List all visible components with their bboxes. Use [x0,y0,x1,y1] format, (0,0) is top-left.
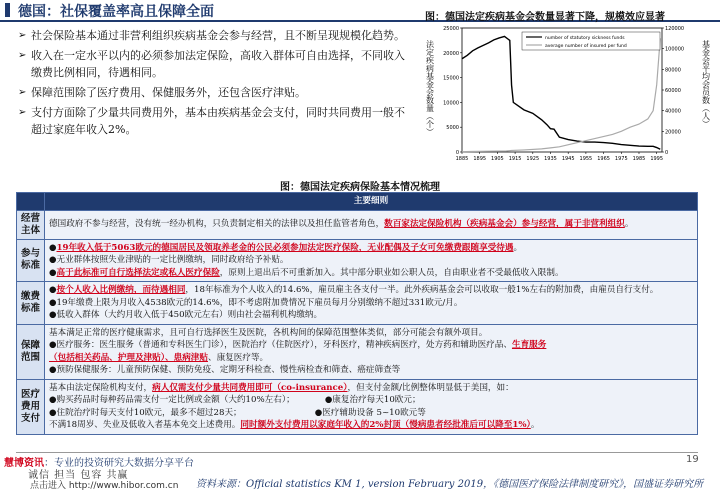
detail-text: ●住院治疗时每天支付10欧元，最多不超过28天； ●医疗辅助设备 5~10欧元等 [49,407,426,418]
row-category: 缴费标准 [17,282,45,325]
row-detail [45,239,698,282]
detail-line [49,419,693,432]
y-left-tick-label: 10000 [443,100,459,107]
row-detail [45,210,698,239]
detail-text: 德国政府不参与经营，没有统一经办机构，只负责制定相关的法律以及担任监管者角色， [49,219,385,230]
highlight-text: 高于此标准可自行选择法定或私人医疗保险 [56,267,220,278]
table-title: 图：德国法定疾病保险基本情况梳理 [280,182,440,193]
sickness-funds-chart [420,22,716,170]
row-detail [45,379,698,434]
bullet-text: 收入在一定水平以内的必须参加法定保险，高收入群体可自由选择，不同收入缴费比例相同，待遇相同。 [31,49,405,79]
detail-text: ● [49,285,57,295]
detail-text: ●19年缴费上限为月收入4538欧元的14.6%，即不考虑附加费情况下雇员每月分别缴纳不超过331欧元/月。 [49,297,463,308]
detail-line [49,254,693,267]
detail-text: 不满18周岁、失业及低收入者基本免交上述费用。 [49,420,241,430]
y-left-tick-label: 20000 [443,50,459,57]
bullet-item [18,27,410,44]
row-category: 参与标准 [17,239,45,282]
x-tick-label: 1995 [650,156,664,162]
detail-line [49,284,693,297]
y-left-tick-label: 25000 [443,26,459,32]
detail-text: ，原则上退出后不可重新加入。其中部分职业如公职人员，自由职业者不受最低收入限制。 [219,267,564,278]
detail-text: 基本满足正常的医疗健康需求，且可自行选择医生及医院，各机构间的保障范围整体类似，部分可能会有额外项目。 [49,327,488,338]
series-line-avg-insured [462,38,660,151]
detail-line [49,339,693,352]
bullet-text: 支付方面除了少量共同费用外，基本由疾病基金会支付，同时共同费用一般不超过家庭年收入2%。 [31,106,405,136]
detail-text: ● [49,242,57,253]
highlight-text: 病人仅需支付少量共同费用即可（co-insurance） [152,382,348,393]
legend-label-funds: number of statutory sickness funds [545,36,625,41]
footer-motto: 诚信 担当 包容 共赢 [28,470,129,481]
source-note: 资料来源：Official statistics KM 1, version February 2019，《德国医疗保险法律制度研究》，国盛证券研究所 [196,479,704,490]
detail-text: ●低收入群体（大约月收入低于450欧元左右）则由社会福利机构缴纳。 [49,310,323,320]
y-right-tick-label: 120000 [665,26,685,32]
detail-text: 、康复医疗等。 [207,352,269,363]
bullet-item [18,47,410,81]
page-title: 德国：社保覆盖率高且保障全面 [18,4,214,20]
footer-link[interactable]: 点击进入 http://www.hibor.com.cn [30,481,179,491]
detail-text: ，18年标准为个人收入的14.6%，雇员雇主各支付一半。此外疾病基金会可以收取一般1%左右的附加费，由雇员自行支付。 [185,285,659,295]
x-tick-label: 1895 [473,156,487,162]
brand-slogan: ：专业的投资研究大数据分享平台 [44,458,194,469]
bullet-item [18,104,410,138]
detail-text: ●购买药品时每种药品需支付一定比例或金额（大约10%左右）； ●康复治疗每天10欧元； [49,395,421,405]
table-row [17,210,698,239]
bullet-text: 保障范围除了医疗费用、保健服务外，还包含医疗津贴。 [31,86,306,99]
highlight-text: 19年收入低于5063欧元的德国居民及领取养老金的公民必须参加法定医疗保险，无业配偶及子女可免缴费跟随享受待遇 [56,242,514,253]
row-category: 经营主体 [17,210,45,239]
title-marker [5,3,10,17]
x-tick-label: 1975 [614,156,628,162]
detail-line [49,382,693,395]
bullet-text: 社会保险基本通过非营利组织疾病基金会参与经营，且不断呈现规模化趋势。 [31,29,405,42]
detail-line [49,309,693,322]
y-right-tick-label: 80000 [665,67,681,74]
detail-text: ●预防保健服务：儿童预防保健、预防免疫、定期牙科检查、慢性病检查和筛查、癌症筛查等 [49,365,401,375]
highlight-text: 同时额外支付费用以家庭年收入的2%封顶（慢病患者经批准后可以降至1%） [240,420,531,430]
detail-text: 。 [624,219,634,230]
arrow-bullet-icon: ➢ [18,30,27,41]
y-left-tick-label: 15000 [443,75,459,82]
y-right-tick-label: 100000 [665,46,685,53]
row-category: 医疗费用支付 [17,379,45,434]
table-row [17,282,698,325]
arrow-bullet-icon: ➢ [18,87,27,98]
detail-line [49,327,693,340]
x-tick-label: 1905 [491,156,504,162]
y-right-tick-label: 0 [665,150,669,156]
detail-text: ●无业群体按照失业津贴的一定比例缴纳，同时政府给予补贴。 [49,255,289,265]
highlight-text: 按个人收入比例缴纳，而待遇相同 [56,285,186,295]
table-row [17,324,698,379]
detail-line [49,407,693,420]
table-header: 主要细则 [45,193,698,211]
detail-line [49,394,693,407]
detail-line [49,218,693,231]
x-tick-label: 1985 [632,156,646,162]
arrow-bullet-icon: ➢ [18,50,27,61]
detail-text: ●医疗服务：医生服务（普通和专科医生门诊），医院治疗（住院医疗），牙科医疗，精神疾病医疗，处方药和辅助医疗品、 [49,340,512,350]
y-right-tick-label: 60000 [665,88,681,94]
detail-text: ，但支付金额/比例整体明显低于美国，如： [347,382,514,393]
legend-label-avg: average number of insured per fund [545,44,627,49]
row-category: 保障范围 [17,324,45,379]
table-row [17,239,698,282]
bullet-list [18,27,410,141]
row-detail [45,282,698,325]
highlight-text: 生育服务 [511,340,547,350]
y-right-tick-label: 40000 [665,108,681,115]
highlight-text: 数百家法定保险机构（疾病基金会）参与经营，属于非营利组织 [384,219,625,230]
x-tick-label: 1935 [544,156,557,162]
y-left-tick-label: 5000 [446,125,459,132]
series-line-funds [462,36,660,149]
arrow-bullet-icon: ➢ [18,107,27,118]
detail-text: 。 [513,242,523,253]
footer-divider [16,452,698,453]
y-left-tick-label: 0 [455,150,459,156]
highlight-text: （包括相关药品、护理及津贴）、患病津贴 [49,352,208,363]
y-right-axis-label: 基金会平均会员数（人） [701,40,711,128]
y-left-axis-label: 法定疾病基金会数量（个） [425,40,435,136]
detail-text: 基本由法定保险机构支付， [49,382,153,393]
table-row [17,379,698,434]
x-tick-label: 1945 [561,156,575,162]
detail-line [49,297,693,310]
table-header-blank [17,193,45,211]
x-tick-label: 1955 [579,156,593,162]
row-detail [45,324,698,379]
x-tick-label: 1965 [597,156,610,162]
insurance-detail-table [16,192,698,435]
table-header-row [17,193,698,211]
detail-line [49,364,693,377]
x-tick-label: 1885 [455,156,469,162]
brand-name: 慧博资讯 [4,458,44,469]
detail-line [49,242,693,255]
chart-title: 图：德国法定疾病基金会数量显著下降，规模效应显著 [425,12,665,23]
detail-text: ● [49,267,57,278]
detail-line [49,352,693,365]
y-right-tick-label: 20000 [665,129,681,136]
bullet-item [18,84,410,101]
x-tick-label: 1915 [508,156,522,162]
page-number: 19 [686,454,699,465]
detail-line [49,267,693,280]
detail-text: 。 [530,420,540,430]
x-tick-label: 1925 [526,156,540,162]
